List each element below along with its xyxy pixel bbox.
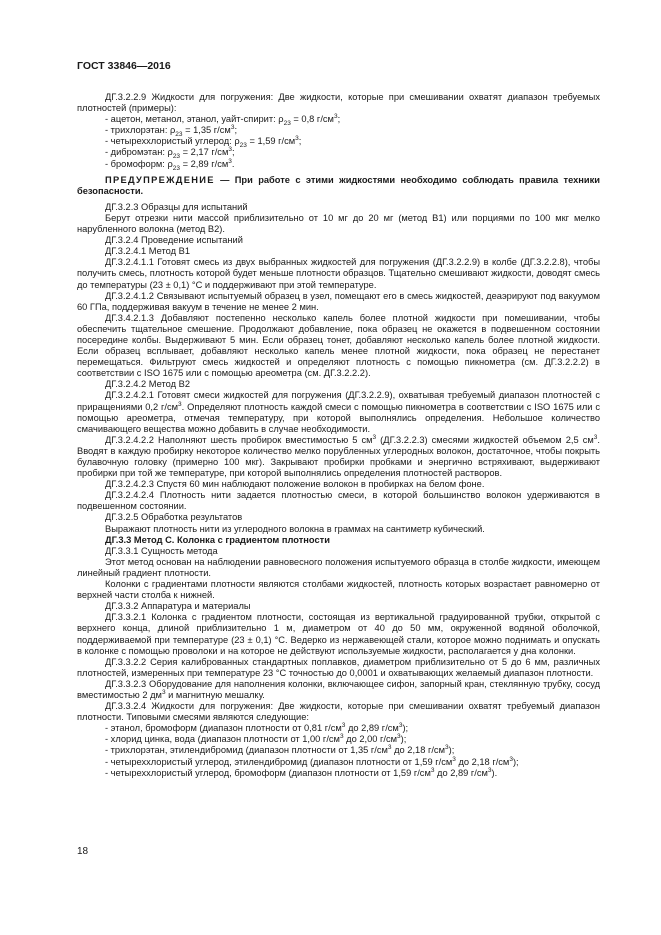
paragraph: Колонки с градиентами плотности являются столбами жидкостей, плотность которых возрастает равномерно от верхней части столба к нижней.: [77, 579, 600, 601]
list-item: - четыреххлористый углерод: $\rho_{23} = 1,59$ $г/см^3$;: [105, 135, 302, 150]
section-heading: ДГ.3.2.4 Проведение испытаний: [105, 235, 243, 246]
paragraph: ДГ.3.3.2.1 Колонка с градиентом плотности, состоящая из вертикальной градуированной трубки, открытой с верхнего конца, длиной приблизительно 1 м, диаметром от 40 до 50 мм, окруженной водяной оболочкой, поддерживаемой при температуре (23 ± 0,1) °С. Ведерко из нержавеющей стали, которое можно поднимать и опускать в колонке с помощью проволоки и на которое не действуют используемые жидкости, располагается у дна колонки.: [77, 612, 600, 656]
paragraph: ДГ.3.2.4.2.3 Спустя 60 мин наблюдают положение волокон в пробирках на белом фоне.: [105, 479, 485, 490]
list-item: - этанол, бромоформ (диапазон плотности от 0,81 $г/см^3$ до 2,89 $г/см^3$);: [105, 722, 409, 734]
section-heading: ДГ.3.3.1 Сущность метода: [105, 545, 218, 556]
paragraph: ДГ.3.4.2.1.3 Добавляют постепенно несколько капель более плотной жидкости при помешивании, чтобы обеспечить тщательное смешение. Продолжают добавление, пока образец не окажется в подвешенном состоянии посередине колбы. Выдерживают 5 мин. Если образец тонет, добавляют несколько капель более плотной жидкости. Если образец всплывает, добавляют несколько капель менее плотной жидкости, пока образец не перестанет перемещаться. Фильтруют смесь жидкостей и определяют плотность с помощью пикнометра (см. ДГ.3.2.2.2) в соответствии с ISO 1675 или с помощью ареометра (см. ДГ.3.2.2.2).: [77, 312, 600, 379]
list-item: - бромоформ: $\rho_{23} = 2,89$ $г/см^3$.: [105, 157, 235, 172]
page-number: 18: [77, 846, 89, 857]
section-heading: ДГ.3.2.5 Обработка результатов: [105, 512, 243, 523]
paragraph: ДГ.3.2.4.1.1 Готовят смесь из двух выбранных жидкостей для погружения (ДГ.3.2.2.9) в колбе (ДГ.3.2.2.8), чтобы получить смесь, плотность которой будет меньше плотности образцов. Тщательно смешивают жидкости, доводят смесь до температуры (23 ± 0,1) °С и поддерживают при этой температуре.: [77, 257, 600, 290]
document-body: [77, 92, 600, 779]
list-item: - дибромэтан: $\rho_{23} = 2,17$ $г/см^3$;: [105, 146, 235, 161]
section-heading: ДГ.3.2.3 Образцы для испытаний: [105, 201, 248, 212]
paragraph: ДГ.3.3.2.4 Жидкости для погружения: Две жидкости, которые при смешивании охватят требуемый диапазон плотности. Типовыми смесями являются следующие:: [77, 701, 600, 723]
paragraph: Берут отрезки нити массой приблизительно от 10 мг до 20 мг (метод В1) или порциями по 100 мкг мелко нарубленного волокна (метод В2).: [77, 212, 600, 235]
list-item: - хлорид цинка, вода (диапазон плотности от 1,00 $г/см^3$ до 2,00 $г/см^3$);: [105, 733, 407, 745]
paragraph: Выражают плотность нити из углеродного волокна в граммах на сантиметр кубический.: [105, 523, 485, 534]
paragraph: ДГ.3.2.4.2.4 Плотность нити задается плотностью смеси, в которой большинство волокон удерживаются в подвешенном состоянии.: [77, 490, 600, 512]
paragraph: ДГ.3.2.4.2.2 Наполняют шесть пробирок вместимостью 5 $см^3$ (ДГ.3.2.2.3) смесями жидкостей объемом 2,5 $см^3$. Вводят в каждую пробирку некоторое количество мелко порубленных углеродных волокон, достаточное, чтобы покрыть булавочную головку (примерно 100 мкг). Закрывают пробирки пробками и энергично встряхивают, выдерживают пробирки при той же температуре, при которой выполнялись определения плотностей растворов.: [77, 433, 601, 479]
paragraph: Этот метод основан на наблюдении равновесного положения испытуемого образца в столбе жидкости, имеющем линейный градиент плотности.: [77, 556, 600, 578]
section-heading: ДГ.3.2.4.1 Метод В1: [105, 246, 191, 257]
paragraph: ДГ.3.2.4.1.2 Связывают испытуемый образец в узел, помещают его в смесь жидкостей, деаэрируют под вакуумом 60 ГПа, поддерживая вакуум в течение не менее 2 мин.: [77, 290, 600, 312]
list-item: - четыреххлористый углерод, бромоформ (диапазон плотности от 1,59 $г/см^3$ до 2,89 $г/см^3$).: [105, 766, 498, 778]
list-item: - трихлорэтан: $\rho_{23} = 1,35$ $г/см^3$;: [105, 124, 238, 139]
paragraph: ДГ.3.2.2.9 Жидкости для погружения: Две жидкости, которые при смешивании охватят диапазон требуемых плотностей (примеры):: [77, 92, 600, 114]
paragraph: ДГ.3.3.2.3 Оборудование для наполнения колонки, включающее сифон, запорный кран, стеклянную трубку, сосуд вместимостью 2 $дм^3$ и магнитную мешалку.: [77, 678, 600, 700]
section-heading: ДГ.3.2.4.2 Метод В2: [105, 379, 191, 390]
paragraph: ДГ.3.3.2.2 Серия калиброванных стандартных поплавков, диаметром приблизительно от 5 до 6 мм, различных плотностей, измеренных при температуре 23 °С точностью до 0,0001 и охватывающих желаемый диапазон плотности.: [77, 656, 600, 678]
warning-note: ПРЕДУПРЕЖДЕНИЕ — При работе с этими жидкостями необходимо соблюдать правила техники безопасности.: [77, 174, 600, 196]
list-item: - четыреххлористый углерод, этилендибромид (диапазон плотности от 1,59 $г/см^3$ до 2,18 $г/см^3$);: [105, 755, 519, 767]
paragraph: ДГ.3.2.4.2.1 Готовят смеси жидкостей для погружения (ДГ.3.2.2.9), охватывая требуемый диапазон плотностей с приращениями 0,2 $г/см^3$. Определяют плотность каждой смеси с помощью пикнометра в соответствии с ISO 1675 или с помощью ареометра, отмечая температуру, при которой выполнялись определения. Небольшое количество смачивающего вещества можно добавить в случае необходимости.: [77, 390, 600, 434]
section-heading: ДГ.3.3.2 Аппаратура и материалы: [105, 601, 251, 612]
document-header: ГОСТ 33846—2016: [77, 60, 171, 72]
list-item: - ацетон, метанол, этанол, уайт-спирит: $\rho_{23} = 0,8$ $г/см^3$;: [105, 113, 341, 128]
list-item: - трихлорэтан, этилендибромид (диапазон плотности от 1,35 $г/см^3$ до 2,18 $г/см^3$);: [105, 744, 455, 756]
section-heading-bold: ДГ.3.3 Метод С. Колонка с градиентом плотности: [105, 534, 330, 545]
